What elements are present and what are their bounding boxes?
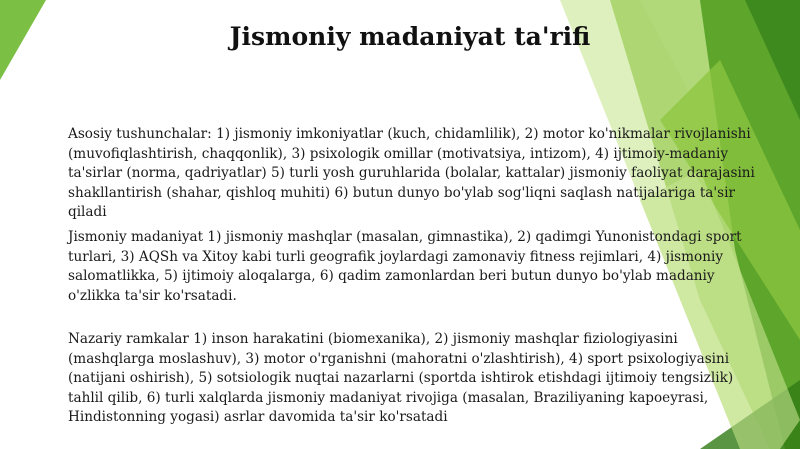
paragraph-theoretical-frameworks: Nazariy ramkalar 1) inson harakatini (biomexanika), 2) jismoniy mashqlar fiziologiyasini (mashqlarga moslashuv), 3) motor o'rganishni (mahoratni o'zlashtirish), 4) sport psixologiyasini (natijani oshirish), 5) sotsiologik nuqtai nazarlarni (sportda ishtirok etishdagi ijtimoiy tengsizlik) tahlil qilib, 6) turli xalqlarda jismoniy madaniyat rivojiga (masalan, Braziliyaning kapoeyrasi, Hindistonning yogasi) asrlar davomida ta'sir ko'rsatadi — [68, 331, 734, 425]
paragraph-physical-culture: Jismoniy madaniyat 1) jismoniy mashqlar (masalan, gimnastika), 2) qadimgi Yunonistondagi sport turlari, 3) AQSh va Xitoy kabi turli geografik joylardagi zamonaviy fitness rejimlari, 4) jismoniy salomatlikka, 5) ijtimoiy aloqalarga, 6) qadim zamonlardan beri butun dunyo bo'ylab madaniy o'zlikka ta'sir ko'rsatadi. — [68, 229, 742, 304]
left-accent-stripe — [0, 0, 46, 80]
paragraph-basic-concepts: Asosiy tushunchalar: 1) jismoniy imkoniyatlar (kuch, chidamlilik), 2) motor ko'nikmalar rivojlanishi (muvofiqlashtirish, chaqqonlik), 3) psixologik omillar (motivatsiya, intizom), 4) ijtimoiy-madaniy ta'sirlar (norma, qadriyatlar) 5) turli yosh guruhlarida (bolalar, kattalar) jismoniy faoliyat darajasini shakllantirish (shahar, qishloq muhiti) 6) butun dunyo bo'ylab sog'liqni saqlash natijalariga ta'sir qiladi — [68, 126, 755, 220]
slide-title: Jismoniy madaniyat ta'rifi — [229, 22, 591, 51]
